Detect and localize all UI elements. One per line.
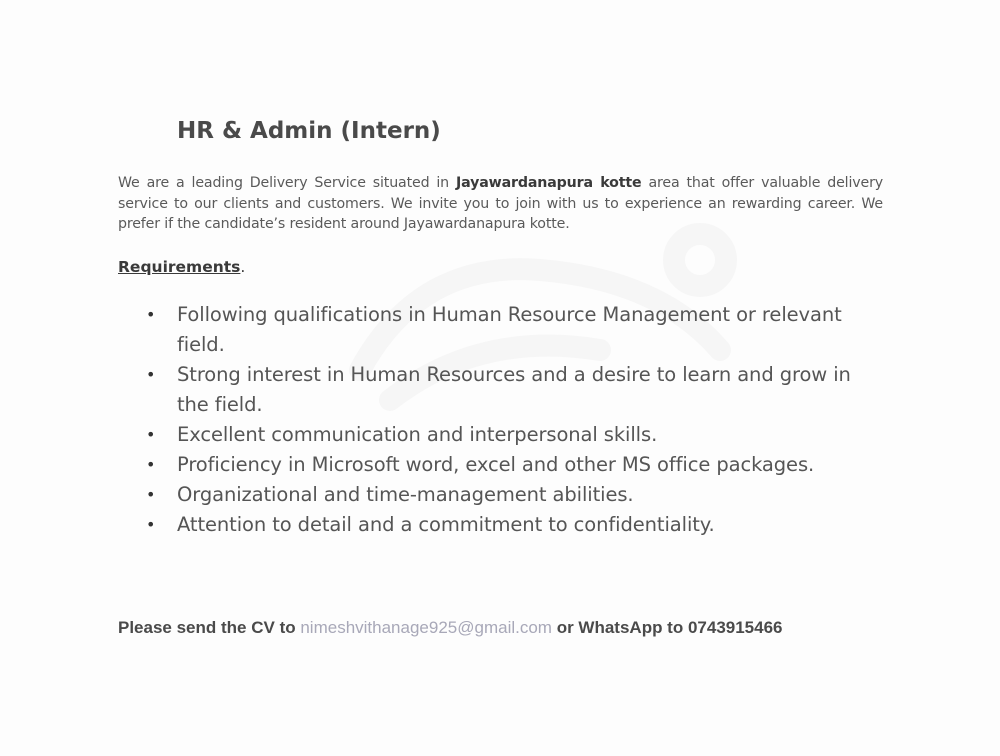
requirement-text: Attention to detail and a commitment to confidentiality. xyxy=(177,513,715,536)
contact-suffix: or WhatsApp to 0743915466 xyxy=(551,618,783,637)
requirement-text: Excellent communication and interpersonal skills. xyxy=(177,423,658,446)
job-intro-paragraph xyxy=(118,173,883,235)
requirement-item xyxy=(146,360,887,420)
bullet-icon: • xyxy=(146,365,156,384)
requirements-heading xyxy=(118,258,245,276)
job-title: HR & Admin (Intern) xyxy=(177,118,441,144)
bullet-icon: • xyxy=(146,425,156,444)
intro-location: Jayawardanapura kotte xyxy=(455,175,642,191)
requirements-list xyxy=(146,300,887,540)
requirement-text: Strong interest in Human Resources and a desire to learn and grow in the field. xyxy=(177,363,851,416)
contact-line xyxy=(118,618,783,638)
requirements-heading-label: Requirements xyxy=(118,258,241,276)
requirement-item xyxy=(146,300,887,360)
intro-text-before: We are a leading Delivery Service situated in xyxy=(118,175,456,191)
bullet-icon: • xyxy=(146,485,156,504)
requirement-item xyxy=(146,420,887,450)
bullet-icon: • xyxy=(146,455,156,474)
requirement-item xyxy=(146,480,887,510)
requirement-text: Organizational and time-management abilities. xyxy=(177,483,634,506)
requirement-text: Following qualifications in Human Resource Management or relevant field. xyxy=(177,303,842,356)
requirement-text: Proficiency in Microsoft word, excel and other MS office packages. xyxy=(177,453,815,476)
requirements-heading-suffix: . xyxy=(240,258,246,276)
email-link[interactable]: nimeshvithanage925@gmail.com xyxy=(300,618,552,637)
bullet-icon: • xyxy=(146,515,156,534)
bullet-icon: • xyxy=(146,305,156,324)
contact-prefix: Please send the CV to xyxy=(118,618,301,637)
requirement-item xyxy=(146,450,887,480)
requirement-item xyxy=(146,510,887,540)
intro-text-after: area that offer valuable delivery service to our clients and customers. We invite you to join with us to experience an rewarding career. We prefer if the candidate’s resident around Jayawardanapura kotte. xyxy=(118,175,884,232)
